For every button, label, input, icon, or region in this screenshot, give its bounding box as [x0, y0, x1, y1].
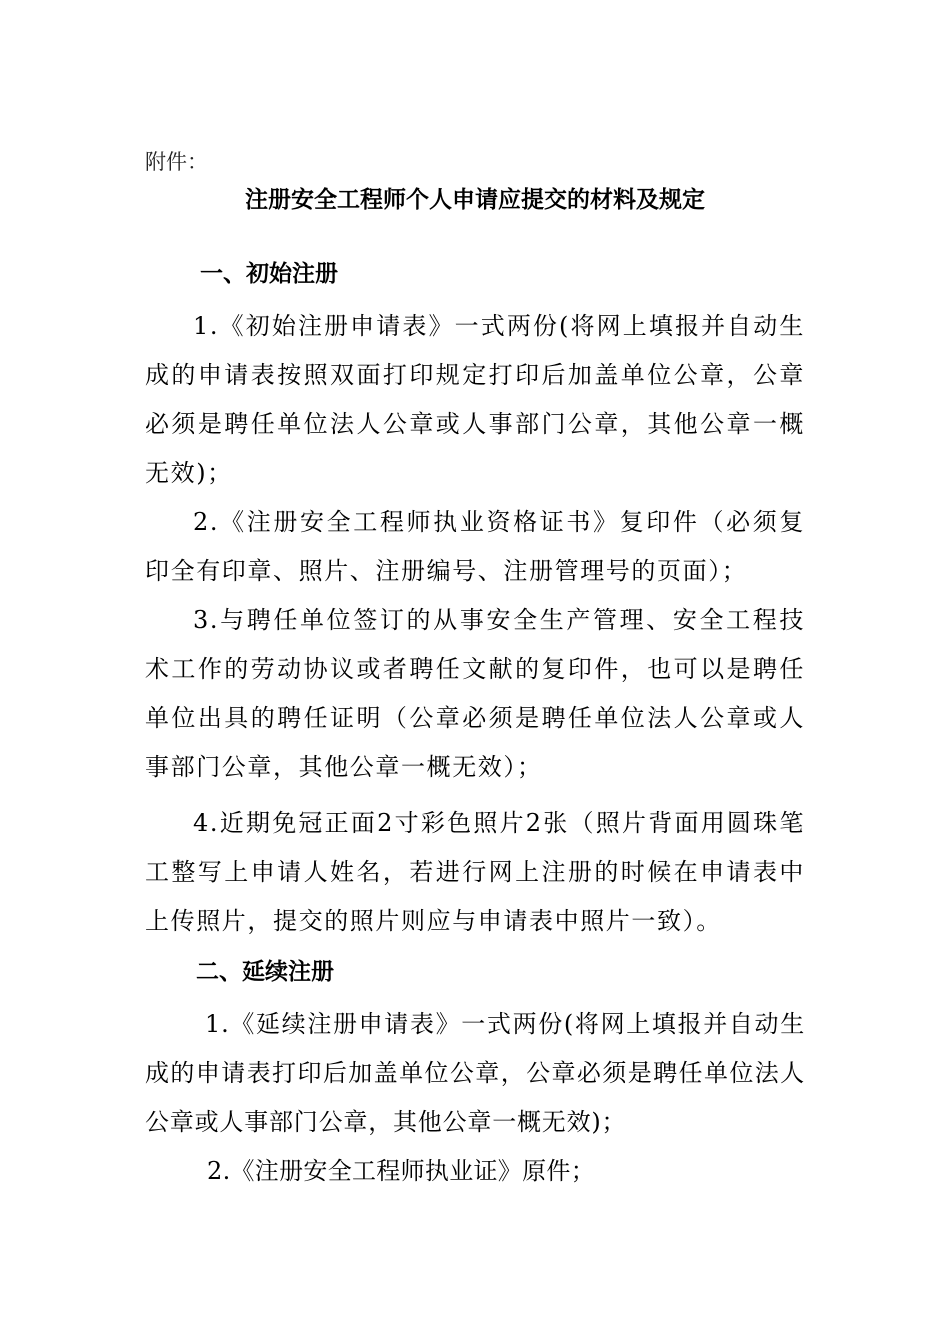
- document-title: 注册安全工程师个人申请应提交的材料及规定: [245, 187, 705, 213]
- list-item-initial-3: 3.与聘任单位签订的从事安全生产管理、安全工程技术工作的劳动协议或者聘任文献的复印件，也可以是聘任单位出具的聘任证明（公章必须是聘任单位法人公章或人事部门公章，其他公章一概无效）；: [145, 606, 805, 781]
- section-heading-renewal-registration: 二、延续注册: [196, 959, 334, 985]
- list-item-renewal-1: 1.《延续注册申请表》一式两份(将网上填报并自动生成的申请表打印后加盖单位公章，公章必须是聘任单位法人公章或人事部门公章，其他公章一概无效)；: [145, 1010, 805, 1136]
- list-item-initial-2: 2.《注册安全工程师执业资格证书》复印件（必须复印全有印章、照片、注册编号、注册管理号的页面）；: [145, 508, 805, 585]
- list-item-initial-4: 4.近期免冠正面2寸彩色照片2张（照片背面用圆珠笔工整写上申请人姓名，若进行网上注册的时候在申请表中上传照片，提交的照片则应与申请表中照片一致）。: [145, 809, 805, 935]
- list-item-initial-1: 1.《初始注册申请表》一式两份(将网上填报并自动生成的申请表按照双面打印规定打印后加盖单位公章，公章必须是聘任单位法人公章或人事部门公章，其他公章一概无效)；: [145, 312, 805, 487]
- section-heading-initial-registration: 一、初始注册: [200, 261, 338, 287]
- list-item-renewal-2: 2.《注册安全工程师执业证》原件；: [207, 1157, 595, 1185]
- attachment-label: 附件：: [145, 150, 208, 174]
